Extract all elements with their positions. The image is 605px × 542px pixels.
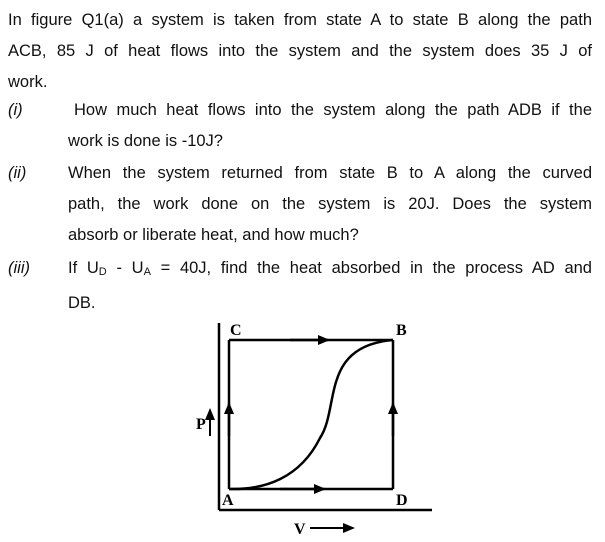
label-p: P xyxy=(196,416,206,433)
problem-intro xyxy=(8,5,592,98)
label-b: B xyxy=(396,322,407,339)
question-number: (ii) xyxy=(8,164,27,182)
question-text xyxy=(68,253,592,319)
question-text xyxy=(68,95,592,157)
question-number: (i) xyxy=(8,101,23,119)
pv-diagram xyxy=(170,318,435,542)
subscript-a: A xyxy=(143,266,151,278)
text-fragment: If U xyxy=(68,259,99,277)
label-c: C xyxy=(230,322,242,339)
question-line xyxy=(68,253,592,288)
intro-line-2: ACB, 85 J of heat flows into the system and the system does 35 J of xyxy=(8,42,592,60)
label-a: A xyxy=(222,492,234,509)
question-line: work is done is -10J? xyxy=(68,132,223,150)
intro-line-3: work. xyxy=(8,73,48,91)
question-number: (iii) xyxy=(8,259,30,277)
subscript-d: D xyxy=(98,266,107,278)
text-fragment: - U xyxy=(106,259,144,277)
label-d: D xyxy=(396,492,408,509)
label-v: V xyxy=(294,521,306,538)
question-line: When the system returned from state B to A along the curved xyxy=(68,164,592,182)
question-line: DB. xyxy=(68,294,96,312)
curved-path xyxy=(229,340,393,489)
question-line: path, the work done on the system is 20J. Does the system xyxy=(68,195,592,213)
question-text xyxy=(68,158,592,251)
intro-line-1: In figure Q1(a) a system is taken from state A to state B along the path xyxy=(8,11,592,29)
question-line: How much heat flows into the system along the path ADB if the xyxy=(74,101,592,119)
text-fragment: = 40J, find the heat absorbed in the process AD and xyxy=(150,259,592,277)
question-line: absorb or liberate heat, and how much? xyxy=(68,226,359,244)
